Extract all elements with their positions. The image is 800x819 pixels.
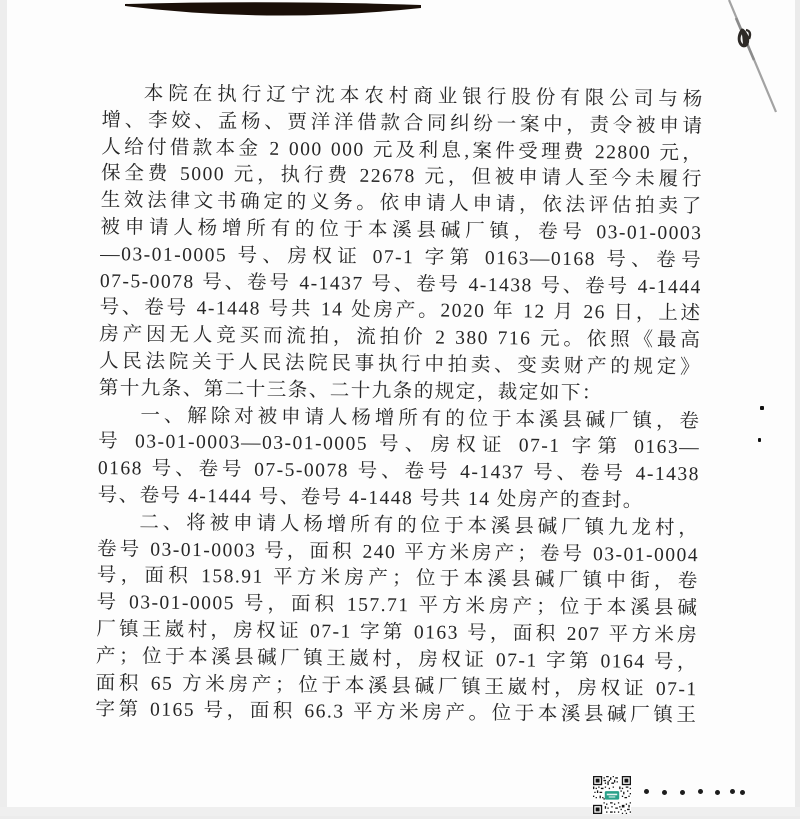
text-line: 人民法院关于人民法院民事执行中拍卖、变卖财产的规定》 bbox=[98, 350, 702, 379]
text-line: 字第 0165 号，面积 66.3 平方米房产。位于本溪县碱厂镇王 bbox=[95, 699, 698, 727]
text-line: 07-5-0078 号、卷号 4-1437 号、卷号 4-1438 号、卷号 4-1444 bbox=[99, 270, 702, 298]
text-line: 产；位于本溪县碱厂镇王崴村，房权证 07-1 字第 0164 号， bbox=[95, 645, 699, 674]
text-line: 厂镇王崴村，房权证 07-1 字第 0163 号，面积 207 平方米房 bbox=[96, 618, 699, 647]
text-line: 号 03-01-0005 号，面积 157.71 平方米房产；位于本溪县碱 bbox=[96, 592, 699, 620]
dot-mark bbox=[680, 790, 685, 795]
scan-edge-bottom bbox=[0, 807, 800, 816]
text-line: 第十九条、第二十三条、二十九条的规定，裁定如下： bbox=[98, 377, 603, 405]
text-line: 人给付借款本金 2 000 000 元及利息,案件受理费 22800 元， bbox=[101, 136, 704, 164]
text-line: 0168 号、卷号 07-5-0078 号、卷号 4-1437 号、卷号 4-1438 bbox=[97, 458, 701, 486]
dot-mark bbox=[740, 790, 745, 795]
text-line: 面积 65 方米房产；位于本溪县碱厂镇王崴村，房权证 07-1 bbox=[95, 672, 698, 700]
dot-mark bbox=[644, 789, 649, 794]
dot-mark bbox=[662, 790, 667, 795]
text-line: 一、解除对被申请人杨增所有的位于本溪县碱厂镇，卷 bbox=[140, 404, 701, 432]
scan-shadow-artifact bbox=[120, 0, 432, 26]
text-line: 本院在执行辽宁沈本农村商业银行股份有限公司与杨 bbox=[143, 83, 704, 111]
qr-code-icon bbox=[593, 776, 631, 814]
text-line: 保全费 5000 元，执行费 22678 元，但被申请人至今未履行 bbox=[100, 163, 704, 191]
scan-edge-right bbox=[795, 0, 800, 816]
text-line: 号，面积 158.91 平方米房产；位于本溪县碱厂镇中街，卷 bbox=[96, 565, 699, 593]
text-line: 增、李姣、孟杨、贾洋洋借款合同纠纷一案中，责令被申请 bbox=[101, 109, 704, 138]
staple-thread-artifact bbox=[710, 0, 795, 120]
ink-speck bbox=[760, 406, 764, 410]
text-line: 生效法律文书确定的义务。依申请人申请，依法评估拍卖了 bbox=[100, 190, 703, 218]
scan-edge-left bbox=[0, 0, 7, 816]
ink-speck bbox=[758, 438, 761, 442]
text-line: —03-01-0005 号、房权证 07-1 字第 0163—0168 号、卷号 bbox=[100, 243, 703, 272]
document-text-block bbox=[95, 81, 704, 730]
dot-mark bbox=[730, 789, 735, 794]
text-line: 号、卷号 4-1448 号共 14 处房产。2020 年 12 月 26 日，上述 bbox=[99, 297, 702, 325]
text-line: 号、卷号 4-1444 号、卷号 4-1448 号共 14 处房产的查封。 bbox=[97, 484, 644, 512]
dot-mark bbox=[715, 790, 720, 795]
dot-mark bbox=[698, 789, 703, 794]
text-line: 号 03-01-0003—03-01-0005 号、房权证 07-1 字第 0163— bbox=[98, 431, 701, 459]
text-line: 二、将被申请人杨增所有的位于本溪县碱厂镇九龙村， bbox=[139, 512, 700, 540]
text-line: 房产因无人竞买而流拍，流拍价 2 380 716 元。依照《最高 bbox=[99, 324, 702, 352]
text-line: 被申请人杨增所有的位于本溪县碱厂镇，卷号 03-01-0003 bbox=[100, 216, 703, 245]
text-line: 卷号 03-01-0003 号，面积 240 平方米房产；卷号 03-01-0004 bbox=[96, 538, 700, 566]
